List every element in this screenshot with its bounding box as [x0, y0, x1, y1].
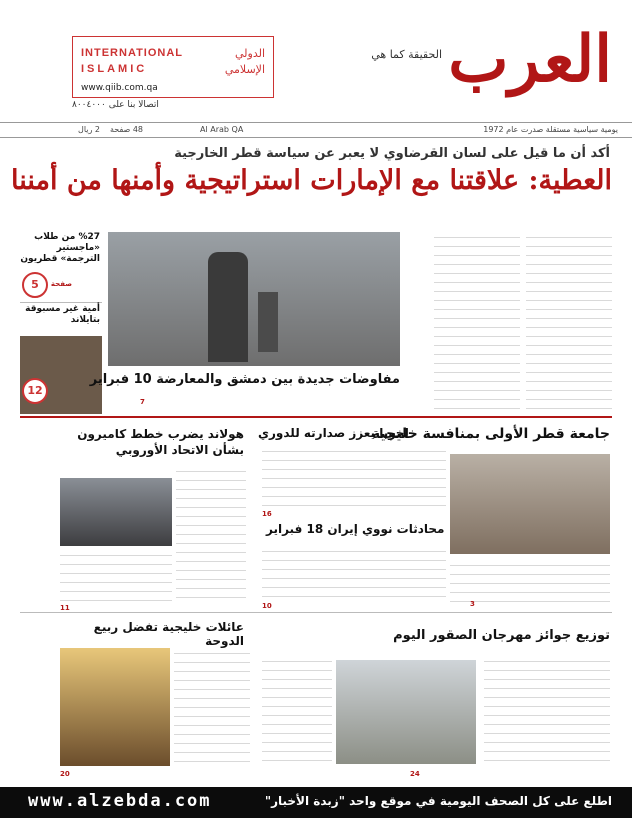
story-body-hollande — [176, 466, 246, 602]
falcons-festival-photo — [336, 660, 476, 764]
photo-figure — [208, 252, 248, 362]
ad-url: www.qiib.com.qa — [81, 83, 158, 93]
story-headline-hollande[interactable]: هولاند يضرب خطط كاميرون بشأن الاتحاد الأوروبي — [77, 427, 244, 457]
syria-photo — [108, 232, 400, 366]
info-bar — [0, 122, 632, 138]
teaser-2-page: 12 — [22, 378, 48, 404]
lead-headline[interactable]: العطية: علاقتنا مع الإمارات استراتيجية وأمنها من أمننا — [10, 165, 612, 196]
lead-body-col-2 — [434, 232, 520, 414]
ad-arabic2: الإسلامي — [224, 63, 265, 76]
ad-phone: اتصالا بنا على ٨٠٠٤٠٠٠ — [72, 100, 159, 110]
price: 2 ريال — [78, 125, 100, 134]
story-body-iran — [262, 546, 446, 600]
story-body-league — [262, 446, 446, 506]
ad-line1: INTERNATIONAL — [81, 47, 184, 59]
hollande-cameron-photo — [60, 478, 172, 546]
pages-count: 48 صفحة — [110, 125, 144, 134]
bank-advertisement[interactable] — [72, 36, 274, 98]
lead-kicker: أكد أن ما قيل على لسان القرضاوي لا يعبر عن سياسة قطر الخارجية — [174, 146, 610, 161]
story-page-falcons: 24 — [410, 770, 420, 778]
story-headline-families[interactable]: عائلات خليجية تفضل ربيع الدوحة — [93, 620, 244, 648]
photo-figure — [258, 292, 278, 352]
story-page-hollande: 11 — [60, 604, 70, 612]
section-rule — [20, 416, 612, 418]
photo-story-page: 7 — [140, 398, 145, 406]
story-headline-gulf[interactable]: جامعة قطر الأولى بمنافسة خليجية — [371, 426, 610, 442]
newspaper-logo: العرب — [448, 22, 612, 97]
slogan: الحقيقة كما هي — [371, 48, 442, 61]
story-headline-iran[interactable]: محادثات نووي إيران 18 فبراير — [266, 522, 445, 536]
footer-url-link[interactable]: www.alzebda.com — [28, 791, 212, 811]
footer-text: اطلع على كل الصحف اليومية في موقع واحد "زبدة الأخبار" — [264, 794, 612, 808]
ad-arabic1: الدولي — [234, 47, 265, 60]
story-page-iran: 10 — [262, 602, 272, 610]
date-line: يومية سياسية مستقلة صدرت عام 1972 — [483, 125, 618, 134]
teaser-1-page-label: صفحة — [50, 280, 72, 288]
story-headline-league[interactable]: لخويا يعزز صدارته للدوري — [258, 426, 409, 440]
teaser-2-title[interactable]: أمية غير مسبوقة بتايلاند — [25, 304, 100, 325]
story-body-falcons-2 — [262, 656, 332, 766]
teaser-1-title[interactable]: %27 من طلاب «ماجستير الترجمة» قطريون — [20, 232, 100, 264]
story-body-hollande-2 — [60, 550, 172, 602]
story-body-gulf — [450, 560, 610, 604]
divider — [20, 302, 102, 303]
ad-line2: ISLAMIC — [81, 63, 148, 75]
families-photo — [60, 648, 170, 766]
story-headline-falcons[interactable]: توزيع جوائز مهرجان الصقور اليوم — [393, 628, 610, 643]
photo-story-headline[interactable]: مفاوضات جديدة بين دمشق والمعارضة 10 فبراير — [89, 372, 400, 387]
story-body-falcons — [484, 656, 610, 766]
lead-body-col-1 — [526, 232, 612, 414]
story-page-families: 20 — [60, 770, 70, 778]
story-page-gulf: 3 — [470, 600, 475, 608]
story-page-league: 16 — [262, 510, 272, 518]
edition-label: Al Arab QA — [200, 125, 244, 134]
university-team-photo — [450, 454, 610, 554]
story-body-families — [174, 648, 250, 766]
section-rule-2 — [20, 612, 612, 613]
teaser-1-page: 5 — [22, 272, 48, 298]
